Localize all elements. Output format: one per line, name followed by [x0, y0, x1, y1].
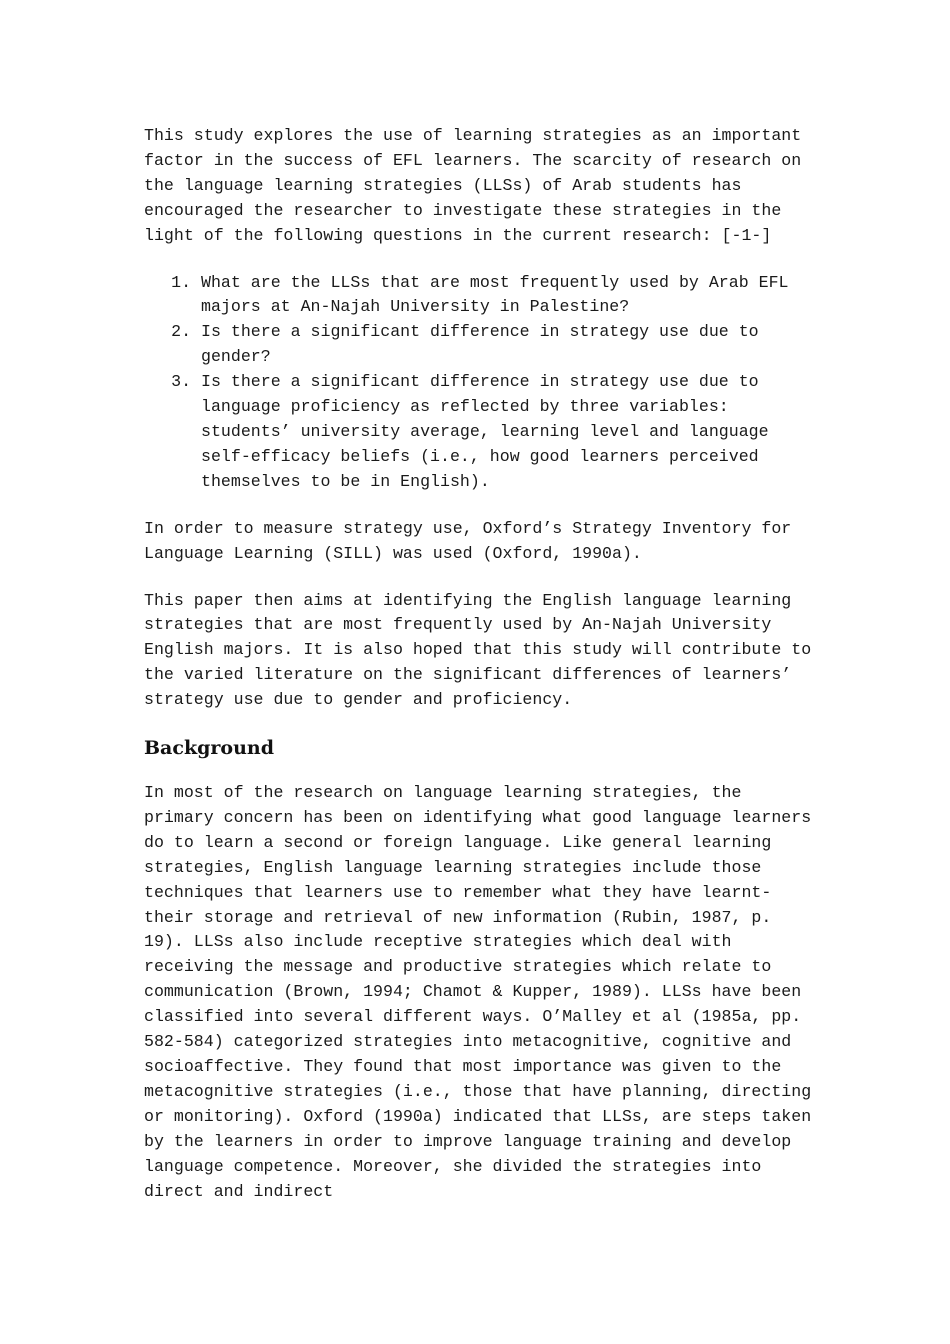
intro-paragraph: This study explores the use of learning strategies as an important factor in the success of EFL learners. The scarcity of research on the language learning strategies (LLSs) of Arab students has encouraged the researcher to investigate these strategies in the light of the following questions in the current research: [-1-]	[144, 126, 802, 245]
list-item: 1. What are the LLSs that are most frequently used by Arab EFL majors at An-Najah University in Palestine?	[201, 271, 816, 321]
list-item: 3. Is there a significant difference in strategy use due to language proficiency as reflected by three variables: students’ university average, learning level and language self-efficacy beliefs (i.e., how good learners perceived themselves to be in English).	[201, 370, 816, 495]
aims-paragraph: This paper then aims at identifying the English language learning strategies that are most frequently used by An-Najah University English majors. It is also hoped that this study will contribute to the varied literature on the significant differences of learners’ strategy use due to gender and proficiency.	[144, 590, 812, 710]
background-paragraph: In most of the research on language learning strategies, the primary concern has been on identifying what good language learners do to learn a second or foreign language. Like general learning strategies, English language learning strategies include those techniques that learners use to remember what they have learnt- their storage and retrieval of new information (Rubin, 1987, p. 19). LLSs also include receptive strategies which deal with receiving the message and productive strategies which relate to communication (Brown, 1994; Chamot & Kupper, 1989). LLSs have been classified into several different ways. O’Malley et al (1985a, pp. 582-584) categorized strategies into metacognitive, cognitive and socioaffective. They found that most importance was given to the metacognitive strategies (i.e., those that have planning, directing or monitoring). Oxford (1990a) indicated that LLSs, are steps taken by the learners in order to improve language training and develop language competence. Moreover, she divided the strategies into direct and indirect	[144, 783, 812, 1201]
list-item: 2. Is there a significant difference in strategy use due to gender?	[201, 320, 816, 370]
section-heading-background: Background	[144, 737, 274, 760]
measure-paragraph: In order to measure strategy use, Oxford’s Strategy Inventory for Language Learning (SILL) was used (Oxford, 1990a).	[144, 518, 792, 563]
document-page	[144, 124, 816, 1226]
research-questions-list	[144, 271, 816, 495]
